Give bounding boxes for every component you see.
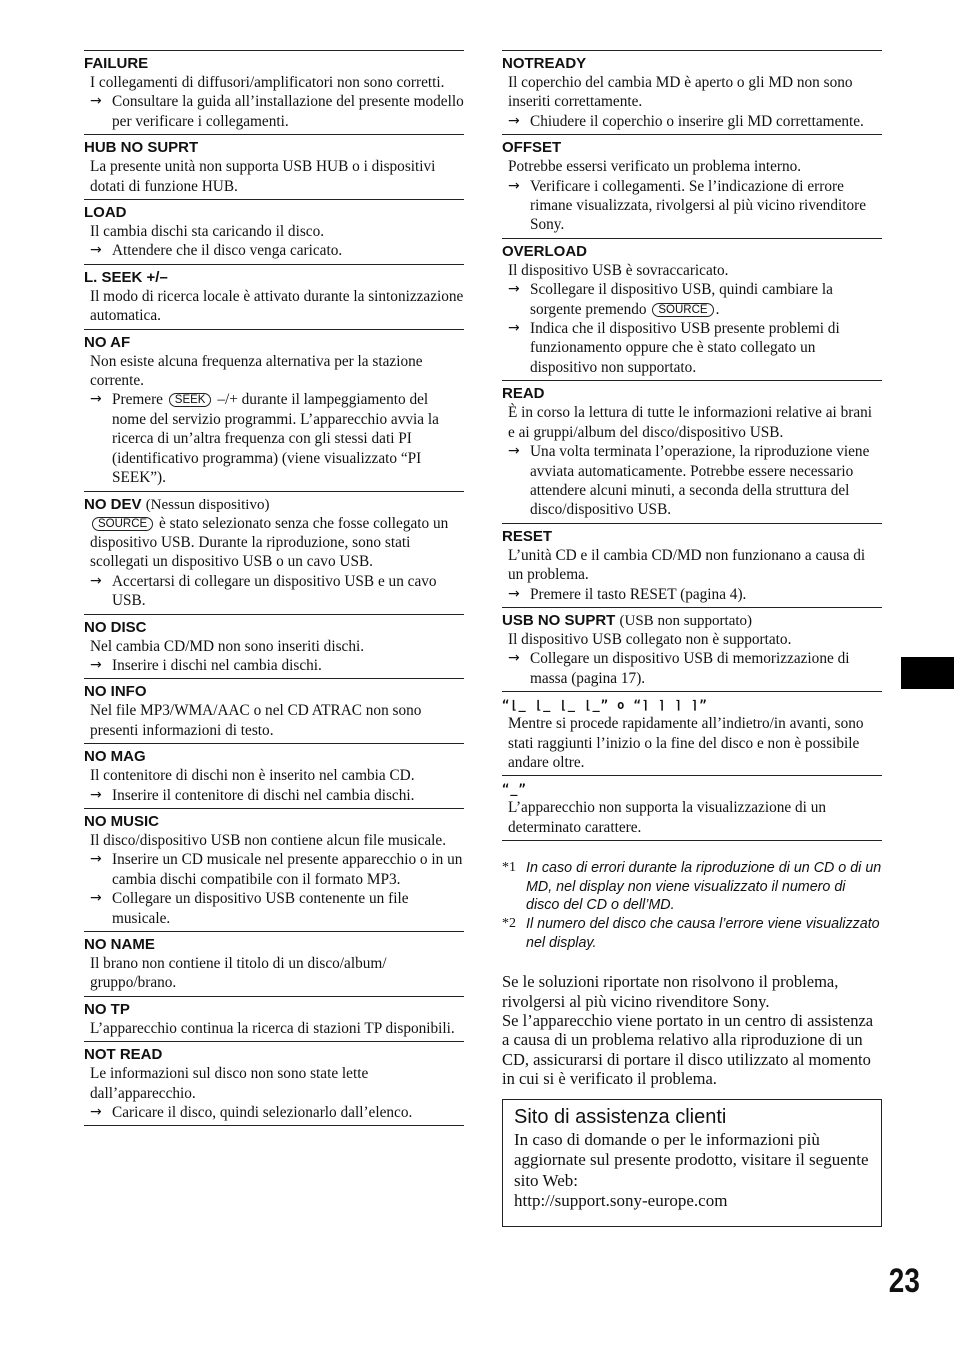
paragraph-text: Una volta terminata l’operazione, la riproduzione viene avviata automaticamente. Potrebbe essere necessario attendere alcuni minuti, a seconda della struttura del disco/dispositivo USB. [530,443,870,519]
paragraph-text: L’apparecchio non supporta la visualizzazione di un determinato carattere. [508,799,827,836]
error-code-text: READ [502,385,545,403]
paragraph-text: Nel cambia CD/MD non sono inseriti dischi. [90,637,365,655]
arrow-right-icon: → [90,572,102,589]
paragraph-text: Scollegare il dispositivo USB, quindi cambiare la sorgente premendo [530,281,833,318]
right-entries-list [502,50,882,841]
arrow-right-icon: → [90,1104,102,1121]
error-code-text: USB NO SUPRT [502,611,616,629]
error-code-description: (USB non supportato) [619,612,753,629]
paragraph-text: Chiudere il coperchio o inserire gli MD correttamente. [530,112,864,130]
error-code [84,139,464,157]
paragraph-text: La presente unità non supporta USB HUB o i dispositivi dotati di funzione HUB. [90,158,436,195]
footnote [502,915,882,952]
cause-text [502,798,882,837]
error-entry [84,329,464,491]
paragraph-text: Inserire il contenitore di dischi nel cambia dischi. [112,786,415,804]
footnote-text: Il numero del disco che causa l’errore viene visualizzato nel display. [526,915,880,951]
error-entry [84,1041,464,1126]
error-entry [502,523,882,607]
remedy-step [502,280,882,319]
remedy-step [84,572,464,611]
device-button-label: SOURCE [92,517,153,531]
paragraph-text: Collegare un dispositivo USB contenente un file musicale. [112,890,409,927]
support-url[interactable]: http://support.sony-europe.com [514,1191,728,1211]
page-number: 23 [888,1262,920,1300]
footnote-mark: *2 [502,915,516,931]
error-code-text: NOT READ [84,1046,163,1064]
remedy-step [84,656,464,675]
arrow-right-icon: → [90,786,102,803]
error-code [502,612,882,630]
error-code-text: “⌊_ ⌊_ ⌊_ ⌊_” o “⌉ ⌉ ⌉ ⌉” [502,698,708,713]
arrow-right-icon: → [90,851,102,868]
remedy-step [84,92,464,131]
paragraph-text: Caricare il disco, quindi selezionarlo dall’elenco. [112,1104,413,1122]
cause-text [84,222,464,241]
support-title: Sito di assistenza clienti [514,1105,727,1128]
error-code [502,696,882,714]
paragraph-text: Il coperchio del cambia MD è aperto o gli MD non sono inseriti correttamente. [508,74,853,111]
remedy-step [502,649,882,688]
paragraph-text: Nel file MP3/WMA/AAC o nel CD ATRAC non sono presenti informazioni di testo. [90,702,422,739]
arrow-right-icon: → [90,93,102,110]
error-code-text: OFFSET [502,139,562,157]
remedy-step [502,177,882,235]
cause-text [502,714,882,772]
error-code [84,55,464,73]
error-code-text: NOTREADY [502,55,587,72]
error-entry [84,134,464,199]
error-code-text: RESET [502,527,553,545]
paragraph-text: Il contenitore di dischi non è inserito nel cambia CD. [90,767,415,785]
remedy-step [84,786,464,805]
paragraph-text: Collegare un dispositivo USB di memorizzazione di massa (pagina 17). [530,650,850,687]
footnote-text: In caso di errori durante la riproduzione di un CD o di un MD, nel display non viene visualizzato il numero di disco del CD o dell’MD. [526,860,882,914]
paragraph-text: Inserire un CD musicale nel presente apparecchio o in un cambia dischi compatibile con il formato MP3. [112,851,463,888]
error-code-text: NO TP [84,1000,130,1018]
error-code [502,243,882,261]
arrow-right-icon: → [508,177,520,194]
error-code [84,813,464,831]
paragraph-text: L’apparecchio continua la ricerca di stazioni TP disponibili. [90,1019,455,1037]
arrow-right-icon: → [508,320,520,337]
error-code [84,619,464,637]
error-code [84,683,464,701]
closing-paragraph: Se le soluzioni riportate non risolvono il problema, rivolgersi al più vicino rivenditore Sony. [502,972,839,1011]
paragraph-text: Non esiste alcuna frequenza alternativa per la stazione corrente. [90,352,423,390]
cause-text [502,73,882,112]
support-text: In caso di domande o per le informazioni più aggiornate sul presente prodotto, visitare il seguente sito Web: [514,1129,869,1190]
error-code-text: NO NAME [84,936,155,953]
arrow-right-icon: → [508,585,520,602]
paragraph-text: –/+ durante il lampeggiamento del nome del servizio programmi. L’apparecchio avvia la ricerca di un’altra frequenza con gli stessi dati PI (identificativo programma) (viene visualizzato “PI SEEK”). [112,391,439,487]
arrow-right-icon: → [508,281,520,298]
error-code [84,1001,464,1019]
closing-paragraph: Se l’apparecchio viene portato in un centro di assistenza a causa di un problema relativo alla riproduzione di un CD, assicurarsi di portare il disco utilizzato al momento in cui si è verificato il problema. [502,1010,874,1089]
paragraph-text: Consultare la guida all’installazione del presente modello per verificare i collegamenti. [112,93,464,130]
arrow-right-icon: → [508,112,520,129]
paragraph-text: È in corso la lettura di tutte le informazioni relative ai brani e ai gruppi/album del disco/dispositivo USB. [508,404,873,441]
cause-text [84,766,464,785]
error-entry [502,50,882,134]
error-code-text: L. SEEK +/– [84,268,168,286]
error-entry [502,238,882,380]
error-code-text: HUB NO SUPRT [84,139,199,157]
error-code-text: NO MUSIC [84,812,159,830]
error-code-description: (Nessun dispositivo) [145,496,270,513]
remedy-step [502,112,882,131]
footnotes [502,859,882,952]
arrow-right-icon: → [90,391,102,408]
paragraph-text: Indica che il dispositivo USB presente problemi di funzionamento oppure che è stato collegato un dispositivo non supportato. [530,320,840,376]
paragraph-text: Il brano non contiene il titolo di un disco/album/ gruppo/brano. [90,955,387,992]
text-after-button: . [715,300,720,318]
error-code-text: OVERLOAD [502,242,588,260]
paragraph-text: Premere il tasto RESET (pagina 4). [530,585,747,603]
error-code [84,204,464,222]
cause-text [502,403,882,442]
arrow-right-icon: → [90,656,102,673]
cause-text [84,1019,464,1038]
remedy-step [84,241,464,260]
paragraph-text: è stato selezionato senza che fosse collegato un dispositivo USB. Durante la riproduzione, sono stati scollegati un dispositivo USB o un cavo USB. [90,514,449,571]
error-code [84,496,464,514]
error-entry [84,264,464,329]
cause-text [84,73,464,92]
error-code [84,1046,464,1064]
cause-text [84,157,464,196]
text-before-button: Premere [112,391,163,409]
paragraph-text: L’unità CD e il cambia CD/MD non funzionano a causa di un problema. [508,546,866,584]
error-code [502,139,882,157]
paragraph-text: Il disco/dispositivo USB non contiene alcun file musicale. [90,831,447,849]
paragraph-text: Potrebbe essersi verificato un problema interno. [508,158,802,176]
support-box [502,1099,882,1227]
cause-text [502,546,882,585]
remedy-step [502,585,882,604]
error-entry [84,199,464,264]
remedy-step [84,1103,464,1122]
paragraph-text: Inserire i dischi nel cambia dischi. [112,656,322,674]
error-code-text: NO DEV [84,495,142,513]
right-column [502,50,882,1227]
remedy-step [502,319,882,377]
error-code [84,269,464,287]
remedy-step [84,889,464,928]
footnote-mark: *1 [502,860,516,876]
cause-text [84,701,464,740]
error-entry [84,743,464,808]
paragraph-text: I collegamenti di diffusori/amplificatori non sono corretti. [90,74,445,91]
error-entry [84,491,464,614]
arrow-right-icon: → [90,242,102,259]
cause-text [502,157,882,176]
paragraph-text: Il modo di ricerca locale è attivato durante la sintonizzazione automatica. [90,287,464,325]
cause-text [502,261,882,280]
error-entry [84,614,464,679]
error-entry [84,50,464,134]
error-code-text: NO INFO [84,683,147,701]
cause-text [84,287,464,326]
error-entry [502,691,882,775]
arrow-right-icon: → [508,650,520,667]
remedy-step [84,390,464,487]
error-code-text: NO DISC [84,618,147,636]
cause-text [84,352,464,391]
error-entry [84,678,464,743]
error-code-text: NO MAG [84,748,146,766]
error-code [84,334,464,352]
error-entry [84,931,464,996]
arrow-right-icon: → [90,890,102,907]
arrow-right-icon: → [508,443,520,460]
cause-text [84,1064,464,1103]
error-code [502,385,882,403]
error-entry [84,808,464,931]
device-button-label: SOURCE [652,303,713,317]
error-code [502,55,882,73]
paragraph-text: Le informazioni sul disco non sono state lette dall’apparecchio. [90,1065,369,1102]
closing-text [502,972,882,1088]
error-entry [502,134,882,238]
cause-text [502,630,882,649]
cause-text [84,954,464,993]
footnote [502,859,882,915]
paragraph-text: Accertarsi di collegare un dispositivo USB e un cavo USB. [112,572,437,610]
left-column [84,50,464,1126]
paragraph-text: Il dispositivo USB è sovraccaricato. [508,261,729,279]
error-code-text: NO AF [84,333,131,351]
paragraph-text: Mentre si procede rapidamente all’indietro/in avanti, sono stati raggiunti l’inizio o la fine del disco e non è possibile andare oltre. [508,715,864,771]
error-entry [502,607,882,691]
error-code [84,748,464,766]
paragraph-text: Il dispositivo USB collegato non è supportato. [508,630,792,648]
error-code-text: FAILURE [84,55,149,72]
section-tab-marker [901,657,954,689]
remedy-step [502,442,882,520]
error-entry [502,380,882,522]
error-code [502,528,882,546]
error-code [502,780,882,798]
device-button-label: SEEK [169,393,212,407]
remedy-step [84,850,464,889]
paragraph-text: Verificare i collegamenti. Se l’indicazione di errore rimane visualizzata, rivolgersi al più vicino rivenditore Sony. [530,177,866,234]
error-entry [84,996,464,1041]
cause-text [84,637,464,656]
paragraph-text: Il cambia dischi sta caricando il disco. [90,223,325,241]
paragraph-text: Attendere che il disco venga caricato. [112,242,343,260]
cause-text [84,831,464,850]
error-code [84,936,464,954]
error-code-text: “_” [502,782,527,797]
error-code-text: LOAD [84,204,127,222]
cause-text [84,514,464,572]
error-entry [502,775,882,841]
